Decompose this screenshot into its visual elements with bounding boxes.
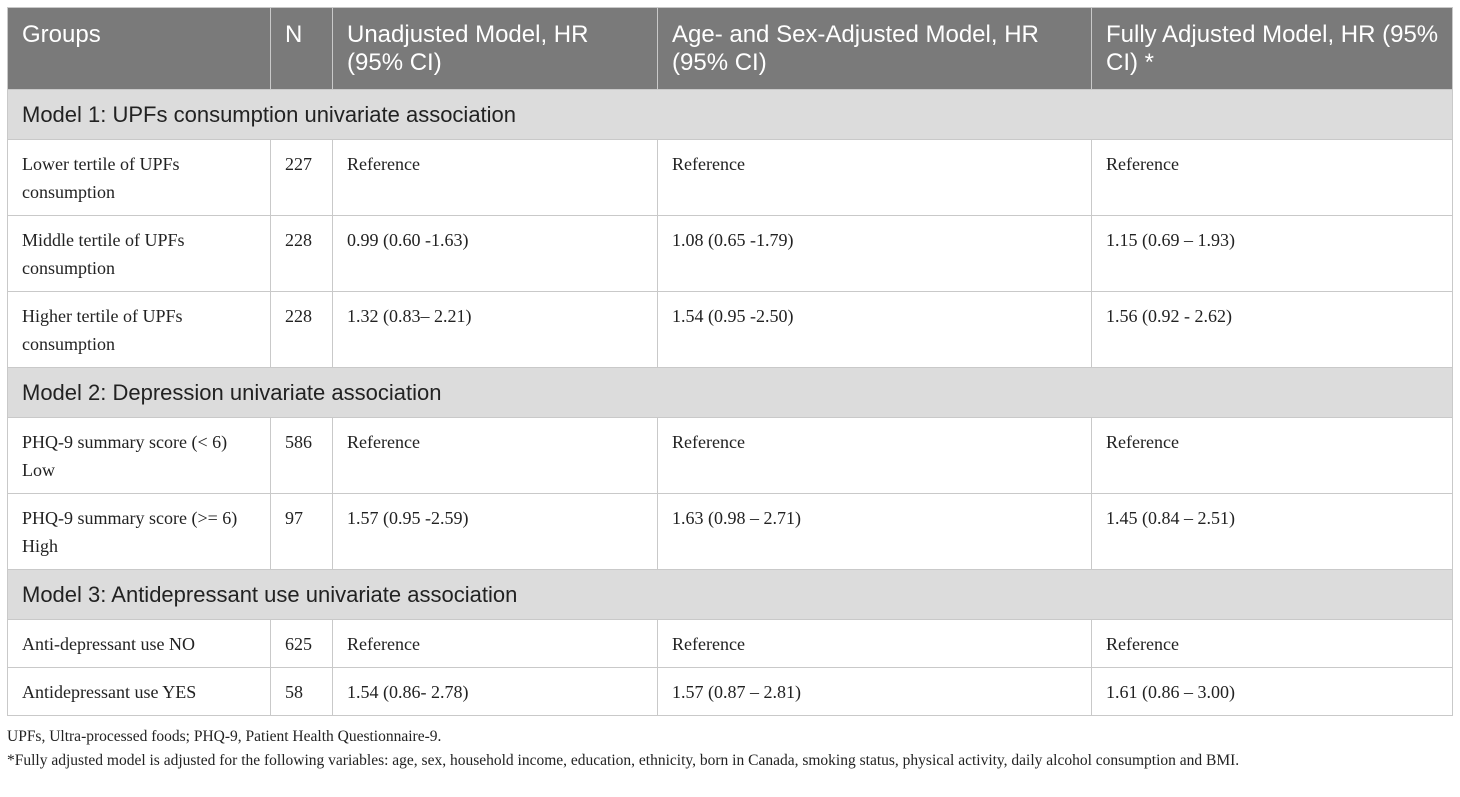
unadjusted-cell: 1.32 (0.83– 2.21) <box>333 292 658 368</box>
group-cell: PHQ-9 summary score (< 6) Low <box>8 418 271 494</box>
unadjusted-cell: 1.54 (0.86- 2.78) <box>333 668 658 716</box>
abbreviations-footnote: UPFs, Ultra-processed foods; PHQ-9, Patient Health Questionnaire-9. <box>7 728 442 745</box>
n-cell: 228 <box>271 216 333 292</box>
group-cell: PHQ-9 summary score (>= 6) High <box>8 494 271 570</box>
table-row <box>8 140 1453 216</box>
n-cell: 625 <box>271 620 333 668</box>
section-title: Model 3: Antidepressant use univariate association <box>8 570 1453 620</box>
table-row <box>8 494 1453 570</box>
unadjusted-cell: Reference <box>333 620 658 668</box>
table-row <box>8 620 1453 668</box>
unadjusted-cell: Reference <box>333 418 658 494</box>
header-age-sex-adjusted: Age- and Sex-Adjusted Model, HR (95% CI) <box>658 8 1092 90</box>
n-cell: 227 <box>271 140 333 216</box>
table-row <box>8 668 1453 716</box>
n-cell: 586 <box>271 418 333 494</box>
age-sex-cell: 1.08 (0.65 -1.79) <box>658 216 1092 292</box>
table-row <box>8 216 1453 292</box>
group-cell: Antidepressant use YES <box>8 668 271 716</box>
age-sex-cell: Reference <box>658 418 1092 494</box>
group-cell: Anti-depressant use NO <box>8 620 271 668</box>
fully-adjusted-cell: Reference <box>1092 418 1453 494</box>
fully-adjusted-cell: 1.61 (0.86 – 3.00) <box>1092 668 1453 716</box>
adjustment-footnote: *Fully adjusted model is adjusted for the following variables: age, sex, household income, education, ethnicity, born in Canada, smoking status, physical activity, daily alcohol consumption and BMI. <box>7 752 1240 769</box>
n-cell: 228 <box>271 292 333 368</box>
fully-adjusted-cell: 1.56 (0.92 - 2.62) <box>1092 292 1453 368</box>
section-row-model-1 <box>8 90 1453 140</box>
n-cell: 97 <box>271 494 333 570</box>
fully-adjusted-cell: 1.45 (0.84 – 2.51) <box>1092 494 1453 570</box>
age-sex-cell: Reference <box>658 140 1092 216</box>
table-footnotes <box>7 725 1453 773</box>
table-row <box>8 292 1453 368</box>
fully-adjusted-cell: Reference <box>1092 620 1453 668</box>
header-fully-adjusted: Fully Adjusted Model, HR (95% CI) * <box>1092 8 1453 90</box>
section-title: Model 2: Depression univariate association <box>8 368 1453 418</box>
group-cell: Middle tertile of UPFs consumption <box>8 216 271 292</box>
age-sex-cell: 1.57 (0.87 – 2.81) <box>658 668 1092 716</box>
header-groups: Groups <box>8 8 271 90</box>
header-n: N <box>271 8 333 90</box>
age-sex-cell: Reference <box>658 620 1092 668</box>
section-row-model-3 <box>8 570 1453 620</box>
header-row <box>8 8 1453 90</box>
header-unadjusted: Unadjusted Model, HR (95% CI) <box>333 8 658 90</box>
n-cell: 58 <box>271 668 333 716</box>
age-sex-cell: 1.54 (0.95 -2.50) <box>658 292 1092 368</box>
results-table <box>7 7 1453 716</box>
unadjusted-cell: 0.99 (0.60 -1.63) <box>333 216 658 292</box>
table-row <box>8 418 1453 494</box>
group-cell: Lower tertile of UPFs consumption <box>8 140 271 216</box>
fully-adjusted-cell: Reference <box>1092 140 1453 216</box>
group-cell: Higher tertile of UPFs consumption <box>8 292 271 368</box>
age-sex-cell: 1.63 (0.98 – 2.71) <box>658 494 1092 570</box>
unadjusted-cell: 1.57 (0.95 -2.59) <box>333 494 658 570</box>
section-row-model-2 <box>8 368 1453 418</box>
unadjusted-cell: Reference <box>333 140 658 216</box>
section-title: Model 1: UPFs consumption univariate association <box>8 90 1453 140</box>
fully-adjusted-cell: 1.15 (0.69 – 1.93) <box>1092 216 1453 292</box>
